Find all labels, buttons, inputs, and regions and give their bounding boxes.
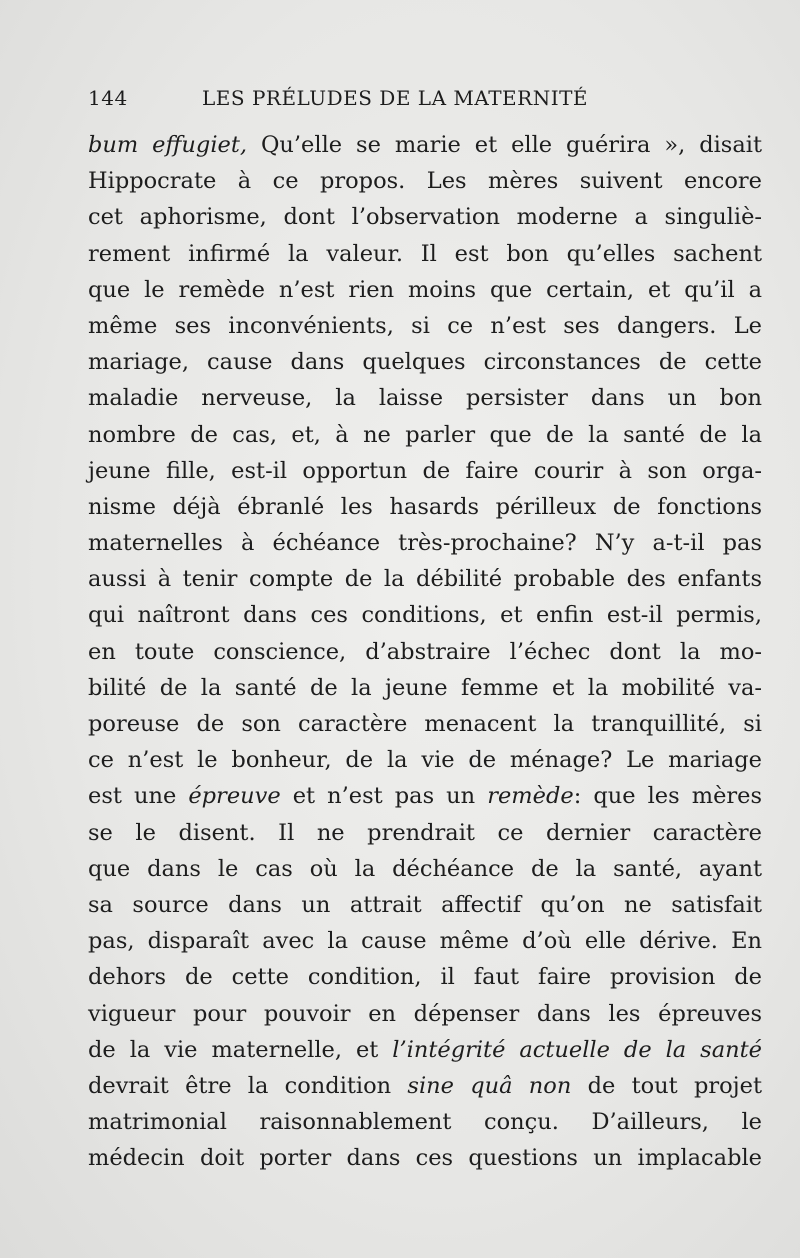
text-line [88,163,762,199]
text-segment: rement infirmé la valeur. Il est bon qu’elles sachent [88,240,762,267]
text-segment: est une [88,783,189,810]
text-line [88,525,762,561]
text-line [88,127,762,163]
italic-text: l’intégrité actuelle de la santé [392,1036,762,1063]
text-line [88,887,762,923]
text-segment: sa source dans un attrait affectif qu’on ne satisfait [88,891,762,918]
text-line [88,742,762,778]
text-segment: poreuse de son caractère menacent la tranquillité, si [88,711,762,737]
text-segment: mariage, cause dans quelques circonstances de cette [88,349,762,376]
text-line [88,634,762,670]
text-line [88,851,762,887]
running-title: LES PRÉLUDES DE LA MATERNITÉ [202,86,589,110]
text-segment: dehors de cette condition, il faut faire provision de [88,964,762,991]
text-line [88,417,762,453]
text-segment: nisme déjà ébranlé les hasards périlleux de fonctions [88,493,762,520]
text-segment: pas, disparaît avec la cause même d’où elle dérive. En [88,928,762,955]
text-line [88,561,762,597]
italic-text: épreuve [188,783,281,810]
text-segment: qui naîtront dans ces conditions, et enfin est-il permis, [88,602,762,629]
text-line [88,959,762,995]
text-segment: Hippocrate à ce propos. Les mères suivent encore [88,168,762,195]
text-line [88,670,762,706]
text-segment: vigueur pour pouvoir en dépenser dans les épreuves [88,1000,762,1027]
text-line [88,199,762,235]
italic-text: sine quâ non [407,1072,572,1099]
text-line [88,706,762,742]
text-line [88,236,762,272]
text-line [88,453,762,489]
text-segment: maternelles à échéance très-prochaine? N’y a-t-il pas [88,530,762,557]
text-line [88,1032,762,1068]
text-line [88,597,762,633]
text-segment: se le disent. Il ne prendrait ce dernier caractère [88,819,762,846]
page-number: 144 [88,86,128,110]
text-segment: de tout projet [571,1072,762,1099]
text-segment: que dans le cas où la déchéance de la santé, ayant [88,855,762,882]
text-segment: bilité de la santé de la jeune femme et la mobilité va- [88,674,762,701]
text-segment: ce n’est le bonheur, de la vie de ménage? Le mariage [88,747,762,774]
text-line [88,308,762,344]
text-line [88,1104,762,1140]
text-line [88,1068,762,1104]
text-line [88,344,762,380]
text-segment: même ses inconvénients, si ce n’est ses dangers. Le [88,312,762,339]
text-segment: et n’est pas un [280,783,488,810]
text-segment: maladie nerveuse, la laisse persister dans un bon [88,385,762,412]
text-line [88,778,762,814]
text-segment: : que les mères [573,783,762,810]
text-segment: cet aphorisme, dont l’observation moderne a singuliè- [88,204,762,231]
italic-text: bum effugiet, [88,132,248,158]
page-header [88,80,663,116]
text-segment: jeune fille, est-il opportun de faire courir à son orga- [88,457,762,484]
text-segment: nombre de cas, et, à ne parler que de la santé de la [88,421,762,448]
text-line [88,272,762,308]
text-segment: que le remède n’est rien moins que certain, et qu’il a [88,276,762,303]
text-segment: matrimonial raisonnablement conçu. D’ailleurs, le [88,1109,762,1136]
text-segment: devrait être la condition [88,1072,408,1099]
body-text [88,127,762,1176]
text-line [88,489,762,525]
text-segment: aussi à tenir compte de la débilité probable des enfants [88,566,762,593]
italic-text: remède [487,783,574,810]
text-segment: de la vie maternelle, et [88,1036,393,1063]
text-line [88,1140,762,1176]
text-segment: Qu’elle se marie et elle guérira », disait [247,132,762,158]
text-line [88,996,762,1032]
text-segment: en toute conscience, d’abstraire l’échec dont la mo- [88,638,762,665]
text-line [88,923,762,959]
text-line [88,380,762,416]
text-line [88,815,762,851]
text-segment: médecin doit porter dans ces questions un implacable [88,1145,762,1172]
